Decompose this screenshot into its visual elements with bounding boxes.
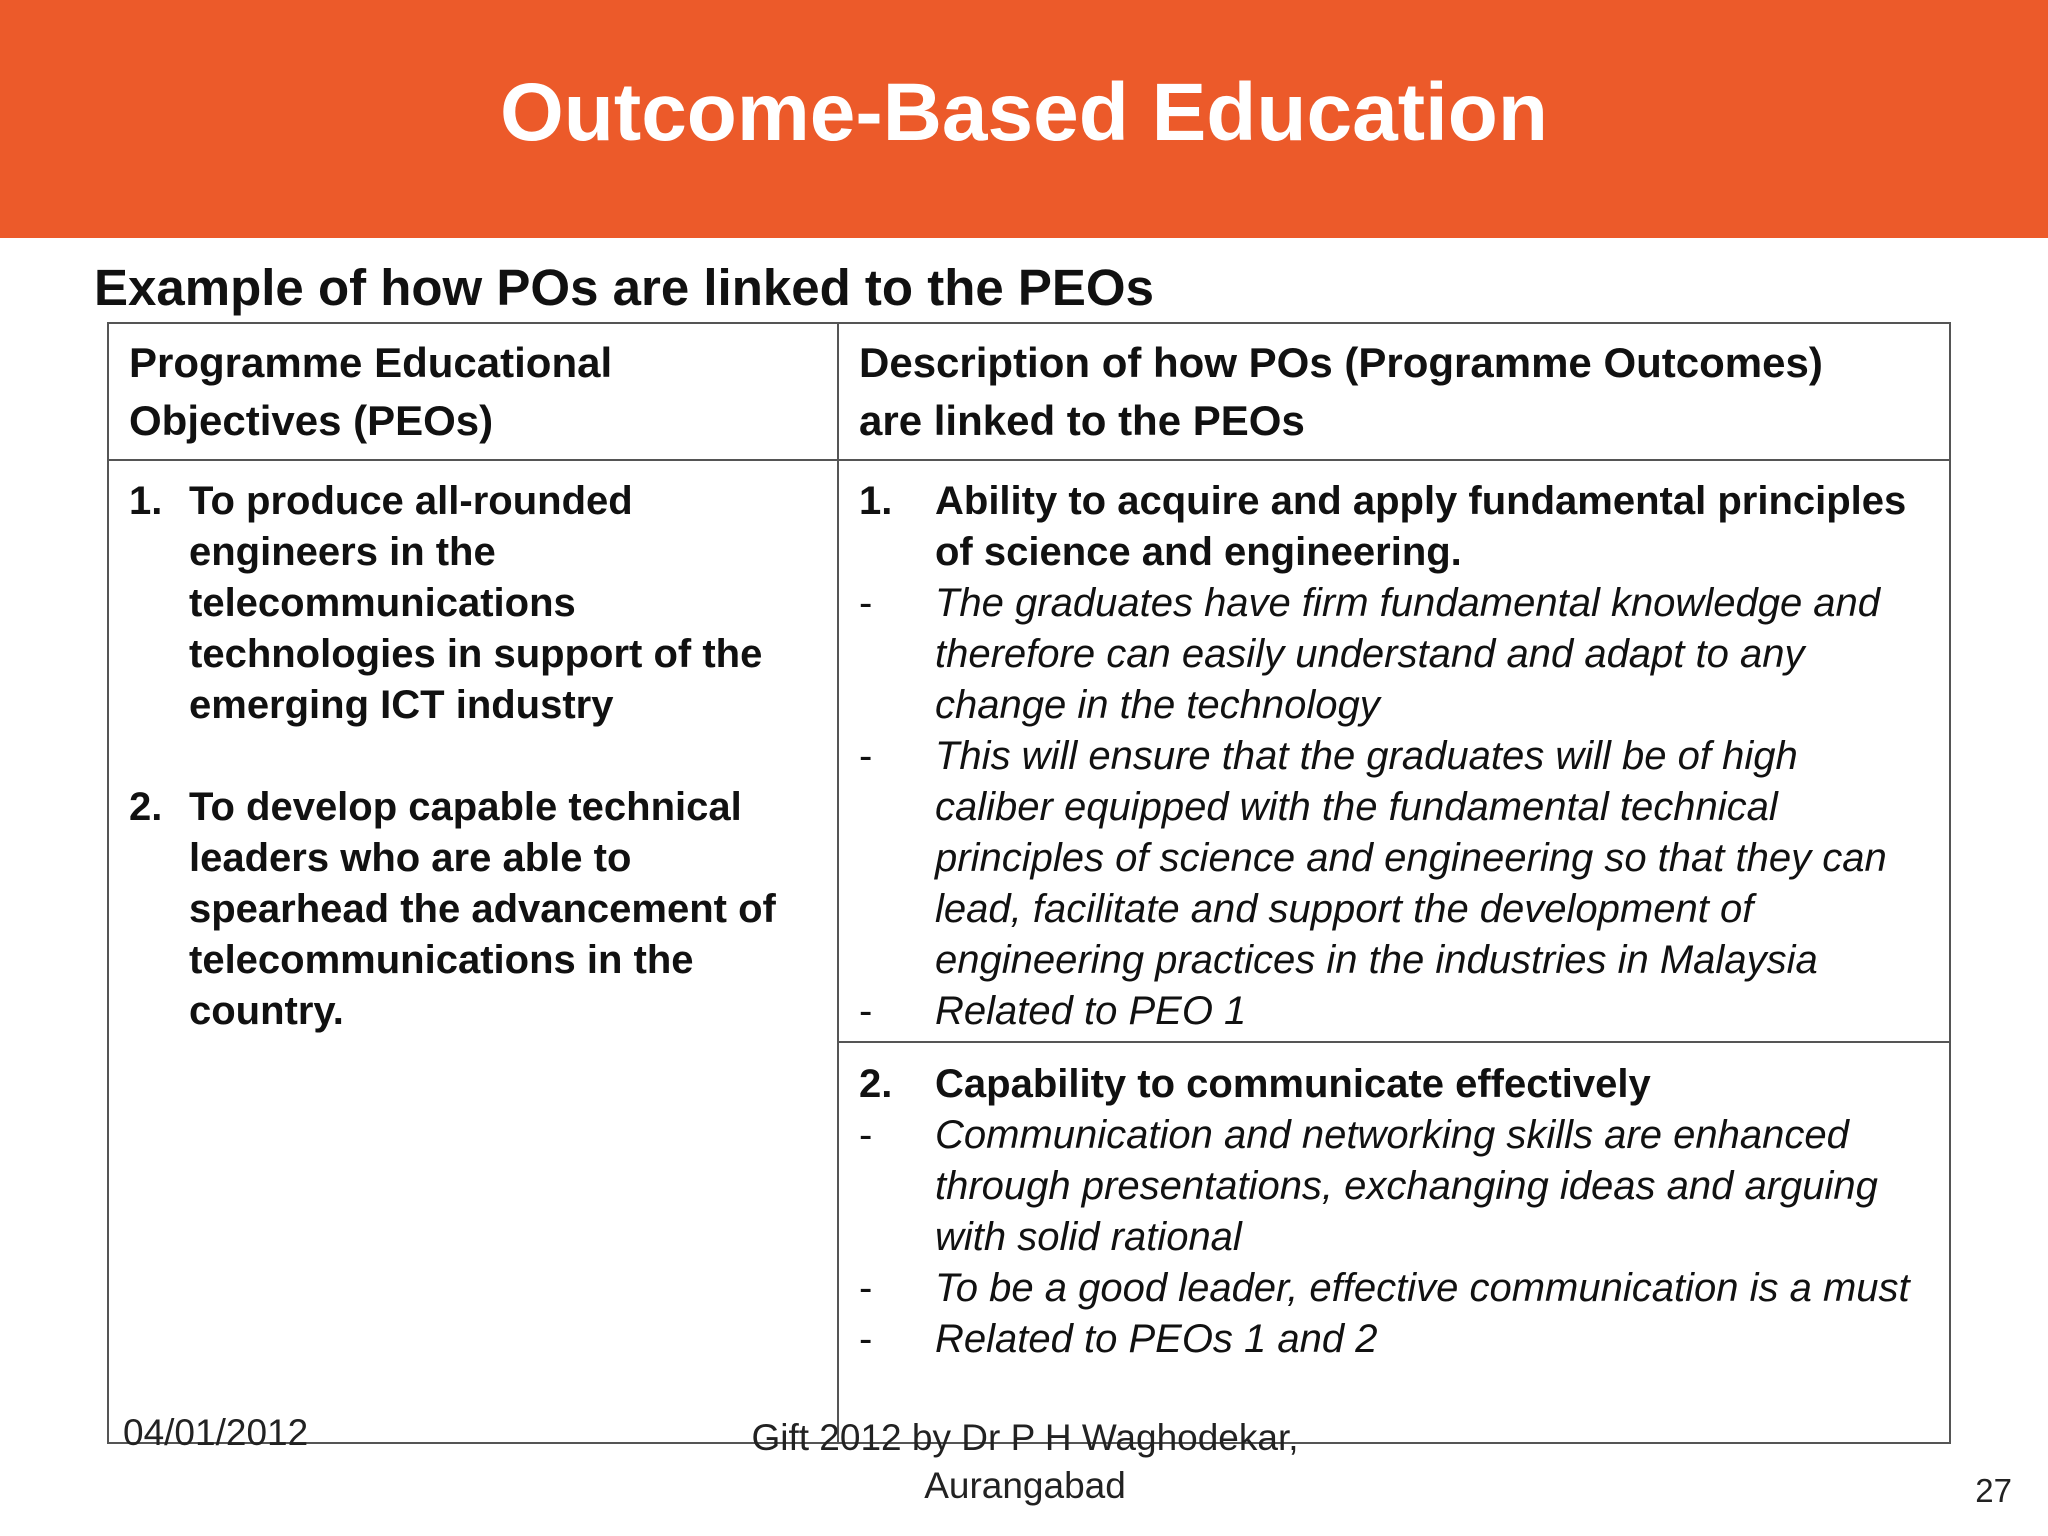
po-bullet-text: To be a good leader, effective communication is a must <box>935 1266 1910 1310</box>
column-divider <box>837 324 839 1442</box>
po-row-divider <box>837 1041 1951 1043</box>
po-bullet <box>859 578 1919 731</box>
po-item-1 <box>859 476 1919 1037</box>
po-number: 2. <box>859 1062 893 1106</box>
po-bullet-text: Related to PEO 1 <box>935 989 1247 1033</box>
po-bullet-text: Related to PEOs 1 and 2 <box>935 1317 1378 1361</box>
po-bullet <box>859 986 1919 1037</box>
header-po-description: Description of how POs (Programme Outcomes) are linked to the PEOs <box>859 339 1823 444</box>
footer-date: 04/01/2012 <box>123 1412 309 1453</box>
peo-item-2 <box>129 782 829 1037</box>
dash-marker: - <box>859 1266 873 1310</box>
dash-marker: - <box>859 1113 873 1157</box>
footer-credit-line-1: Gift 2012 by Dr P H Waghodekar, <box>751 1417 1299 1458</box>
peo-number: 2. <box>129 785 163 829</box>
dash-marker: - <box>859 1317 873 1361</box>
dash-marker: - <box>859 989 873 1033</box>
po-number: 1. <box>859 479 893 523</box>
peo-number: 1. <box>129 479 163 523</box>
slide-title: Outcome-Based Education <box>500 67 1548 158</box>
po-bullet-text: This will ensure that the graduates will be of high caliber equipped with the fundamental technical principles of science and engineering so that they can lead, facilitate and support the development of engineering practices in the industries in Malaysia <box>935 734 1887 982</box>
po-item-2 <box>859 1059 1939 1365</box>
peo-list <box>129 476 829 1037</box>
po-bullet-text: The graduates have firm fundamental knowledge and therefore can easily understand and adapt to any change in the technology <box>935 581 1881 727</box>
footer-credit <box>640 1414 1410 1510</box>
po-bullet <box>859 1314 1939 1365</box>
peo-text: To produce all-rounded engineers in the telecommunications technologies in support of the emerging ICT industry <box>189 479 763 727</box>
po-bullet <box>859 1110 1939 1263</box>
footer-credit-line-2: Aurangabad <box>924 1465 1126 1506</box>
po-bullet-text: Communication and networking skills are enhanced through presentations, exchanging ideas and arguing with solid rational <box>935 1113 1878 1259</box>
header-divider <box>109 459 1949 461</box>
slide-subtitle: Example of how POs are linked to the PEOs <box>94 259 1154 316</box>
spacer <box>129 731 829 782</box>
po-bullet <box>859 1263 1939 1314</box>
dash-marker: - <box>859 734 873 778</box>
po-title-text: Capability to communicate effectively <box>935 1062 1651 1106</box>
po-title-text: Ability to acquire and apply fundamental principles of science and engineering. <box>935 479 1907 574</box>
peo-item-1 <box>129 476 829 731</box>
header-peos: Programme Educational Objectives (PEOs) <box>129 339 613 444</box>
peo-po-table <box>107 322 1951 1444</box>
po-bullet <box>859 731 1919 986</box>
title-banner <box>0 0 2048 238</box>
dash-marker: - <box>859 581 873 625</box>
po-title <box>859 1059 1939 1110</box>
po-title <box>859 476 1919 578</box>
peo-text: To develop capable technical leaders who are able to spearhead the advancement of telecommunications in the country. <box>189 785 776 1033</box>
page-number: 27 <box>1975 1472 2012 1509</box>
